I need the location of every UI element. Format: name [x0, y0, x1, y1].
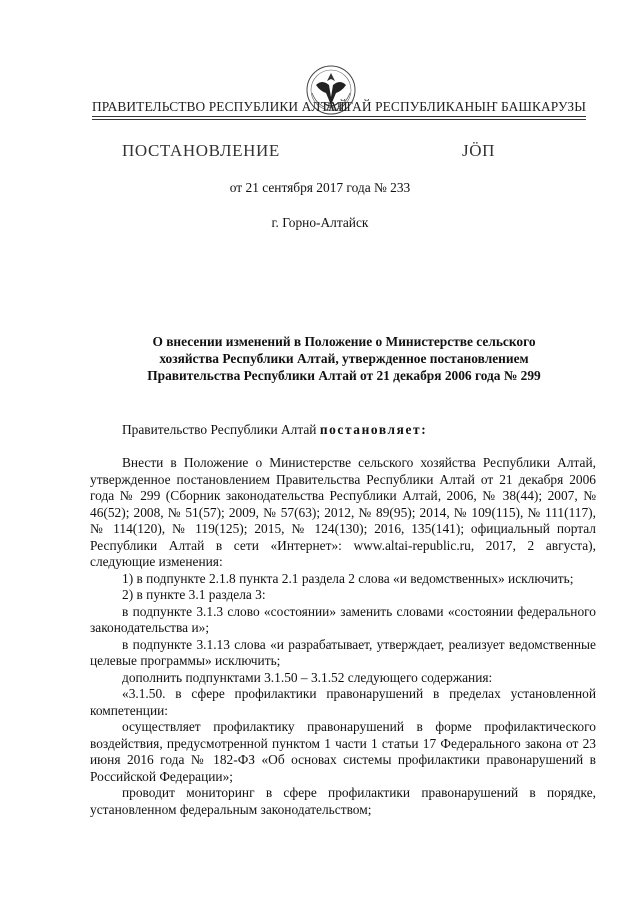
title-line: Правительства Республики Алтай от 21 декабря 2006 года № 299 [147, 368, 541, 383]
body-paragraph: дополнить подпунктами 3.1.50 – 3.1.52 следующего содержания: [122, 669, 493, 685]
header-rule-bottom [92, 119, 586, 120]
intro-emphasis: постановляет: [319, 422, 428, 437]
city: г. Горно-Алтайск [271, 215, 369, 230]
body-paragraph: в подпункте 3.1.3 слово «состоянии» заменить словами «состоянии федерального законодательства и»; [90, 603, 596, 635]
header-bar [92, 97, 586, 117]
document-title [96, 333, 592, 384]
body-paragraph: проводит мониторинг в сфере профилактики правонарушений в порядке, установленном федеральным законодательством; [90, 785, 596, 817]
doc-type-alt: ЈӦП [462, 141, 495, 160]
body-paragraph: осуществляет профилактику правонарушений в форме профилактического воздействия, предусмотренной пунктом 1 части 1 статьи 17 Федерального закона от 23 июня 2016 года № 182-ФЗ «Об основах системы профилактики правонарушений в Российской Федерации»; [90, 719, 596, 784]
doc-type-ru: ПОСТАНОВЛЕНИЕ [122, 141, 280, 160]
date-number: от 21 сентября 2017 года № 233 [229, 180, 411, 195]
body-paragraph: 1) в подпункте 2.1.8 пункта 2.1 раздела 2 слова «и ведомственных» исключить; [122, 570, 574, 586]
title-line: хозяйства Республики Алтай, утвержденное постановлением [159, 351, 529, 366]
government-name-alt: АЛТАЙ РЕСПУБЛИКАНЫҤ БАШКАРУЗЫ [325, 99, 586, 114]
document-body [90, 455, 596, 818]
body-paragraph: 2) в пункте 3.1 раздела 3: [122, 587, 266, 602]
body-paragraph: в подпункте 3.1.13 слова «и разрабатывает, утверждает, реализует ведомственные целевые программы» исключить; [90, 636, 596, 668]
intro-text: Правительство Республики Алтай [122, 422, 317, 437]
header-rule-top [92, 116, 586, 117]
title-line: О внесении изменений в Положение о Министерстве сельского [152, 334, 536, 349]
resolution-intro [122, 422, 427, 438]
body-paragraph: «3.1.50. в сфере профилактики правонарушений в пределах установленной компетенции: [90, 686, 596, 718]
body-paragraph: Внести в Положение о Министерстве сельского хозяйства Республики Алтай, утвержденное постановлением Правительства Республики Алтай от 21 декабря 2006 года № 299 (Сборник законодательства Республики Алтай, 2006, № 38(44); 2007, № 46(52); 2008, № 51(57); 2009, № 57(63); 2012, № 89(95); 2014, № 109(115), № 111(117), № 114(120), № 119(125); 2015, № 124(130); 2016, 135(141); официальный портал Республики Алтай в сети «Интернет»: www.altai-republic.ru, 2017, 2 августа), следующие изменения: [90, 455, 596, 569]
government-name-ru: ПРАВИТЕЛЬСТВО РЕСПУБЛИКИ АЛТАЙ [92, 99, 348, 114]
